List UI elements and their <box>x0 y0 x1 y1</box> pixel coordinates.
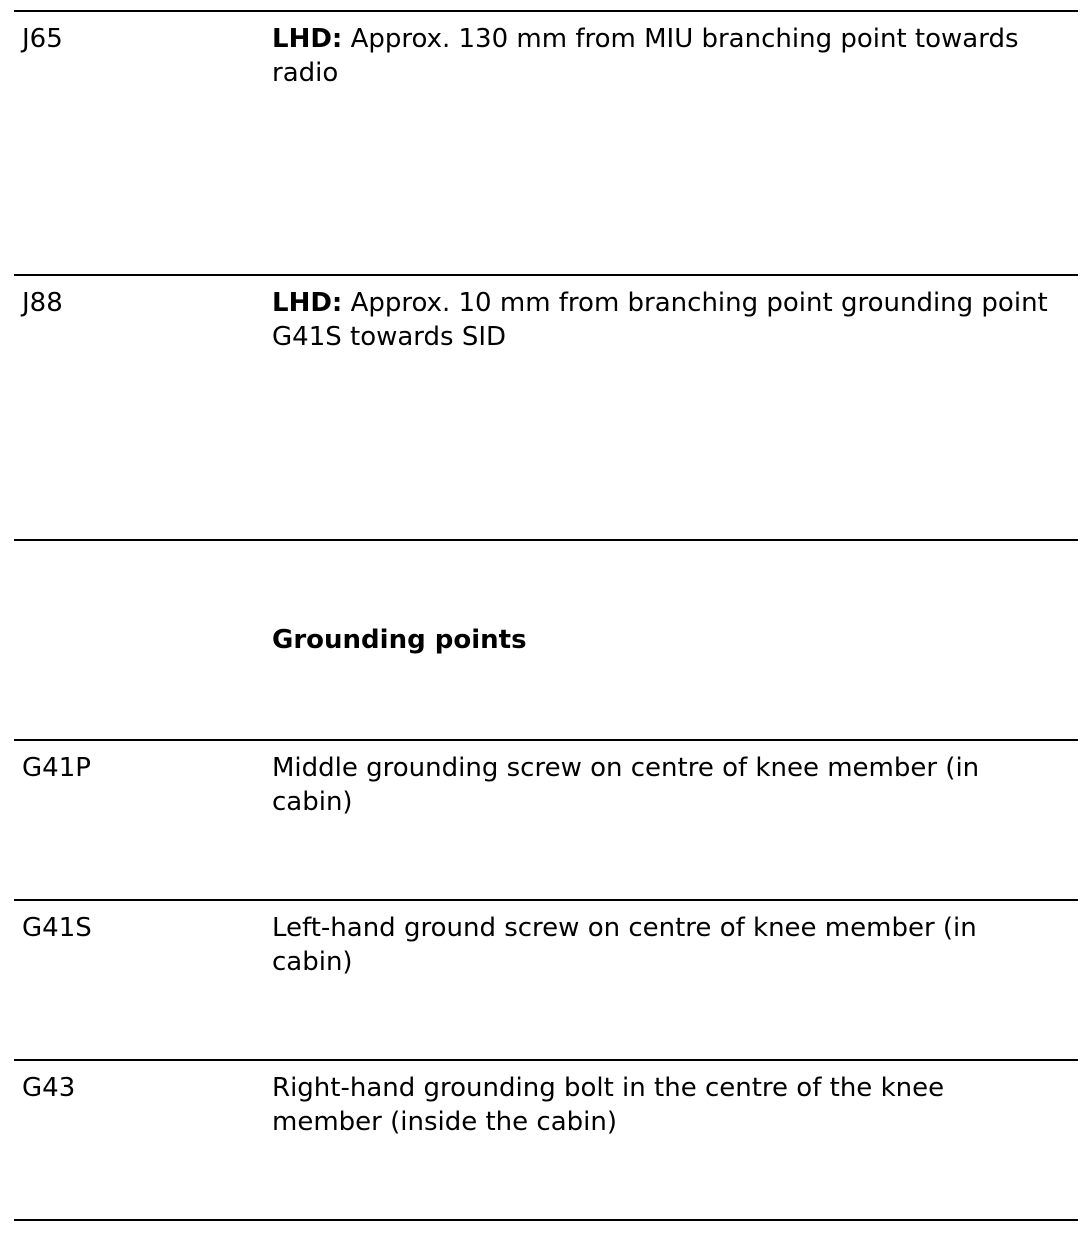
grounding-code: G41S <box>22 913 92 943</box>
lhd-label: LHD: <box>272 24 343 54</box>
grounding-description: Right-hand grounding bolt in the centre of the knee member (inside the cabin) <box>272 1073 945 1137</box>
table-divider <box>14 1059 1078 1061</box>
connector-description <box>272 286 1062 354</box>
grounding-code: G43 <box>22 1073 76 1103</box>
connector-code: J65 <box>22 24 63 54</box>
connector-description <box>272 22 1062 90</box>
table-divider <box>14 1219 1078 1221</box>
table-divider <box>14 739 1078 741</box>
table-divider <box>14 899 1078 901</box>
section-heading: Grounding points <box>272 625 527 655</box>
grounding-description: Left-hand ground screw on centre of knee member (in cabin) <box>272 913 977 977</box>
connector-code: J88 <box>22 288 63 318</box>
table-divider <box>14 539 1078 541</box>
grounding-code: G41P <box>22 753 91 783</box>
table-divider <box>14 10 1078 12</box>
description-text: Approx. 130 mm from MIU branching point towards radio <box>272 24 1019 88</box>
description-text: Approx. 10 mm from branching point grounding point G41S towards SID <box>272 288 1048 352</box>
lhd-label: LHD: <box>272 288 343 318</box>
table-divider <box>14 274 1078 276</box>
grounding-description: Middle grounding screw on centre of knee member (in cabin) <box>272 753 980 817</box>
